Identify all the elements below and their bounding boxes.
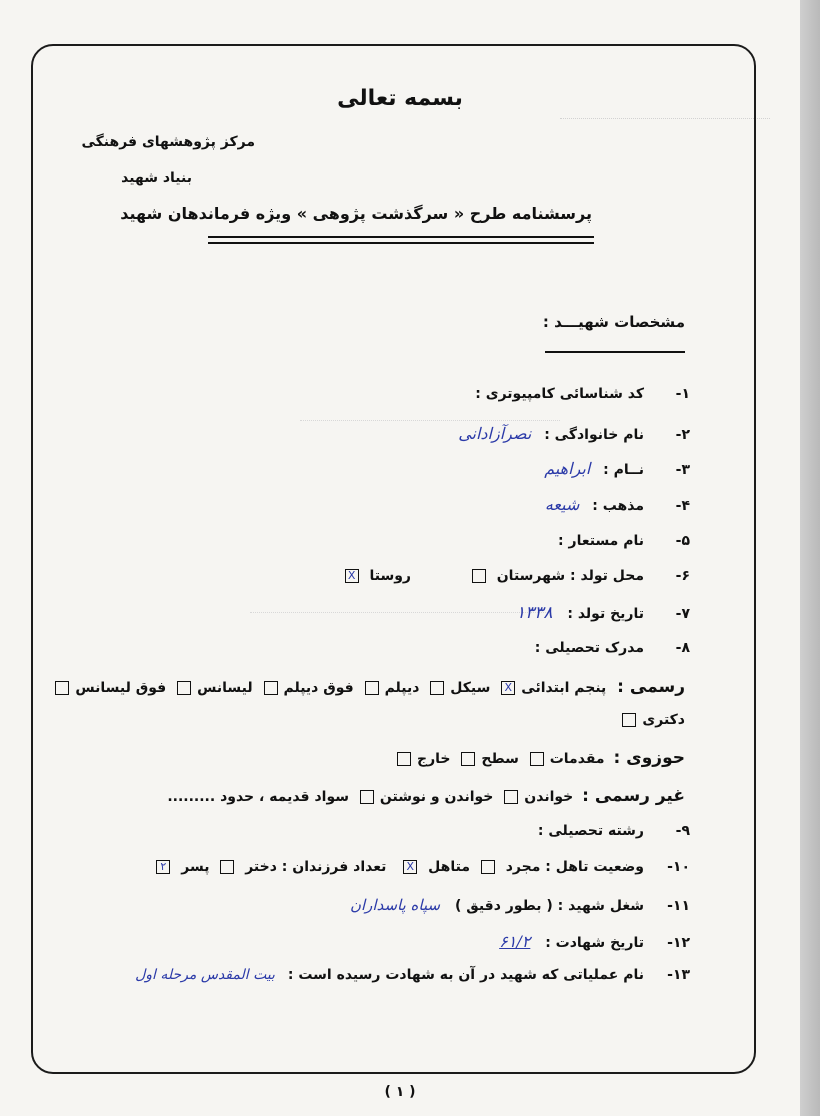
hawza-option-label: مقدمات [549, 751, 605, 767]
field-label: وضعیت تاهل : مجرد [505, 859, 644, 875]
formal-option-label: فوق دیپلم [283, 680, 354, 696]
married-checkbox[interactable]: X [403, 860, 417, 874]
field-label: محل تولد : شهرستان [496, 568, 644, 584]
field-label: تاریخ شهادت : [545, 935, 644, 951]
field-label: کد شناسائی کامپیوتری : [475, 386, 644, 402]
field-operation-name [135, 967, 690, 983]
field-number: ۸- [675, 640, 690, 656]
religion-value[interactable]: شیعه [544, 495, 580, 514]
formal-label: رسمی : [617, 677, 685, 697]
field-label: مذهب : [592, 498, 644, 514]
organization-name: مرکز پژوهشهای فرهنگی [81, 134, 255, 150]
informal-option-label: خواندن و نوشتن [379, 789, 494, 805]
informal-option-checkbox[interactable] [504, 790, 518, 804]
doctorate-checkbox[interactable] [622, 713, 636, 727]
field-label: نام مستعار : [558, 533, 644, 549]
field-education [535, 640, 690, 656]
city-checkbox[interactable] [472, 569, 486, 583]
field-martyrdom-date [499, 932, 690, 951]
formal-option-label: دیپلم [384, 680, 420, 696]
formal-option-label: سیکل [450, 680, 491, 696]
field-number: ۷- [675, 606, 690, 622]
title-underline-2 [208, 242, 594, 244]
village-label: روستا [369, 568, 411, 584]
field-occupation [350, 896, 690, 914]
formal-option-checkbox[interactable] [55, 681, 69, 695]
hawza-option-label: خارج [416, 751, 451, 767]
single-checkbox[interactable] [481, 860, 495, 874]
birth-date-value[interactable]: ۱۳۳۸ [515, 603, 553, 623]
children-label: تعداد فرزندان : دختر [245, 859, 387, 875]
field-number: ۱۱- [667, 898, 690, 914]
field-label: تاریخ تولد : [567, 606, 644, 622]
hawza-label: حوزوی : [613, 748, 685, 768]
field-number: ۹- [675, 823, 690, 839]
form-title: پرسشنامه طرح « سرگذشت پژوهی » ویژه فرماندهان شهید [120, 204, 592, 223]
page-number: ( ۱ ) [384, 1084, 416, 1100]
field-label: نام عملیاتی که شهید در آن به شهادت رسیده است : [287, 967, 644, 983]
village-checkbox[interactable]: X [345, 569, 359, 583]
doctorate-label: دکتری [642, 712, 685, 728]
married-label: متاهل [428, 859, 470, 875]
operation-name-value[interactable]: بیت المقدس مرحله اول [135, 967, 275, 983]
section-title: مشخصات شهیـــد : [542, 313, 685, 331]
formal-option-checkbox[interactable]: X [501, 681, 515, 695]
field-marital-status [150, 859, 690, 875]
field-label: نام خانوادگی : [544, 427, 644, 443]
field-label: مدرک تحصیلی : [534, 640, 644, 656]
field-number: ۳- [675, 462, 690, 478]
son-count-box[interactable]: ۲ [156, 860, 170, 874]
field-religion [545, 495, 690, 514]
form-frame [31, 44, 756, 1074]
field-alias [558, 533, 690, 549]
bismillah-heading: بسمه تعالی [337, 86, 463, 111]
formal-education-row [49, 677, 685, 697]
informal-education-row [167, 786, 685, 806]
informal-option-checkbox[interactable] [360, 790, 374, 804]
field-first-name [544, 459, 690, 478]
informal-label: غیر رسمی : [582, 786, 685, 806]
formal-option-label: لیسانس [197, 680, 253, 696]
formal-option-checkbox[interactable] [264, 681, 278, 695]
formal-option-label: فوق لیسانس [75, 680, 167, 696]
occupation-value[interactable]: سپاه پاسداران [350, 896, 441, 914]
field-number: ۵- [675, 533, 690, 549]
hawza-education-row [391, 748, 685, 768]
field-number: ۱- [675, 386, 690, 402]
son-label: پسر [181, 859, 210, 875]
field-number: ۱۰- [667, 859, 690, 875]
hawza-option-checkbox[interactable] [530, 752, 544, 766]
field-number: ۶- [675, 568, 690, 584]
field-number: ۱۳- [667, 967, 690, 983]
field-computer-id [475, 386, 690, 402]
department-name: بنیاد شهید [121, 170, 192, 186]
section-underline [545, 351, 685, 353]
formal-option-label: پنجم ابتدائی [521, 680, 607, 696]
formal-option-checkbox[interactable] [430, 681, 444, 695]
daughter-count-box[interactable] [220, 860, 234, 874]
field-label: رشته تحصیلی : [537, 823, 644, 839]
field-label: شغل شهید : ( بطور دقیق ) [454, 898, 644, 914]
hawza-option-checkbox[interactable] [461, 752, 475, 766]
doctorate-row [616, 712, 685, 728]
family-name-value[interactable]: نصرآزادانی [458, 424, 532, 443]
informal-option-label: سواد قدیمه ، حدود ......... [167, 789, 349, 805]
field-number: ۱۲- [667, 935, 690, 951]
field-major [538, 823, 690, 839]
field-number: ۲- [675, 427, 690, 443]
hawza-option-label: سطح [481, 751, 519, 767]
field-birthplace [339, 568, 690, 584]
field-number: ۴- [675, 498, 690, 514]
martyrdom-date-value[interactable]: ۶۱/۲ [499, 932, 531, 951]
field-birth-date [516, 603, 690, 623]
formal-option-checkbox[interactable] [365, 681, 379, 695]
formal-option-checkbox[interactable] [177, 681, 191, 695]
page-edge [800, 0, 820, 1116]
field-family-name [458, 424, 690, 443]
title-underline [208, 236, 594, 238]
first-name-value[interactable]: ابراهیم [544, 459, 591, 478]
informal-option-label: خواندن [524, 789, 574, 805]
hawza-option-checkbox[interactable] [397, 752, 411, 766]
field-label: نــام : [603, 462, 644, 478]
